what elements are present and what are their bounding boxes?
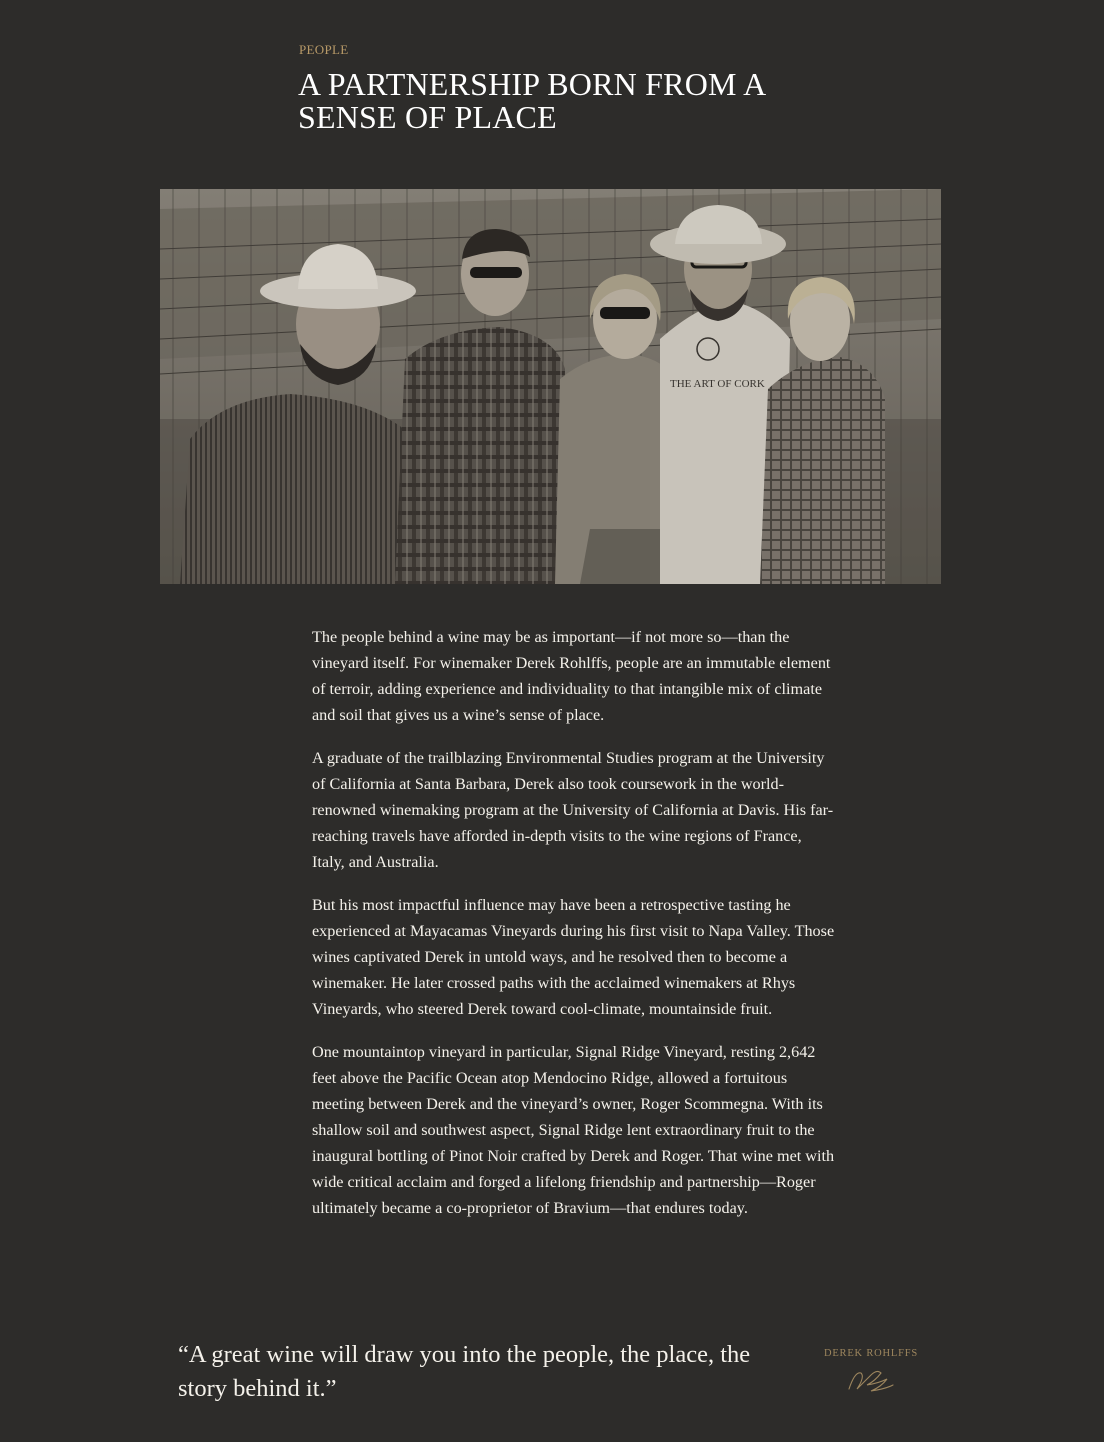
pull-quote: “A great wine will draw you into the people, the place, the story behind it.”	[178, 1341, 751, 1402]
body-paragraph-4: One mountaintop vineyard in particular, Signal Ridge Vineyard, resting 2,642 feet above the Pacific Ocean atop Mendocino Ridge, allowed a fortuitous meeting between Derek and the vineyard’s owner, Roger Scommegna. With its shallow soil and southwest aspect, Signal Ridge lent extraordinary fruit to the inaugural bottling of Pinot Noir crafted by Derek and Roger. That wine met with wide critical acclaim and forged a lifelong friendship and partnership—Roger ultimately became a co-proprietor of Bravium—that endures today.	[312, 1043, 835, 1217]
quote-attribution	[808, 1348, 934, 1395]
body-paragraph-2: A graduate of the trailblazing Environmental Studies program at the University of California at Santa Barbara, Derek also took coursework in the world-renowned winemaking program at the University of California at Davis. His far-reaching travels have afforded in-depth visits to the wine regions of France, Italy, and Australia.	[312, 749, 834, 871]
shirt-text: THE ART OF CORK	[670, 378, 765, 390]
section-eyebrow: PEOPLE	[299, 42, 349, 57]
attribution-name: DEREK ROHLFFS	[823, 1348, 919, 1359]
body-paragraph-1: The people behind a wine may be as important—if not more so—than the vineyard itself. For winemaker Derek Rohlffs, people are an immutable element of terroir, adding experience and individuality to that intangible mix of climate and soil that gives us a wine’s sense of place.	[312, 628, 831, 724]
team-photo	[160, 189, 941, 584]
body-copy	[312, 624, 836, 1238]
signature-icon	[841, 1363, 901, 1395]
vineyard-team-illustration	[160, 189, 941, 584]
body-paragraph-3: But his most impactful influence may have been a retrospective tasting he experienced at Mayacamas Vineyards during his first visit to Napa Valley. Those wines captivated Derek in untold ways, and he resolved then to become a winemaker. He later crossed paths with the acclaimed winemakers at Rhys Vineyards, who steered Derek toward cool-climate, mountainside fruit.	[312, 896, 835, 1018]
page-title: A PARTNERSHIP BORN FROM A SENSE OF PLACE	[298, 66, 765, 135]
